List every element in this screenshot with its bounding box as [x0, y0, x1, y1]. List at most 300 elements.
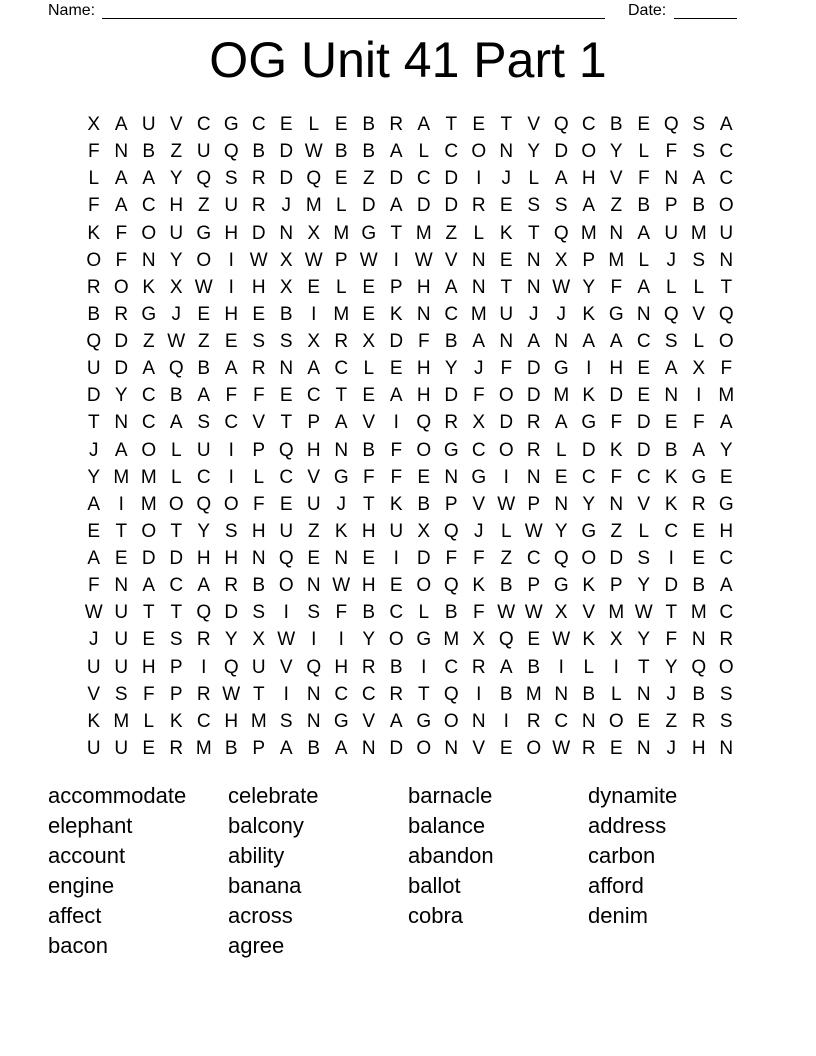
grid-letter-r16c17: W	[524, 520, 543, 542]
grid-letter-r10c20: H	[609, 358, 624, 380]
grid-letter-r16c2: T	[115, 520, 128, 542]
grid-letter-r16c15: J	[474, 520, 484, 542]
grid-letter-r23c20: O	[608, 710, 624, 732]
grid-letter-r1c24: A	[719, 114, 733, 136]
grid-letter-r17c13: D	[416, 548, 431, 570]
grid-letter-r3c20: V	[609, 168, 623, 190]
grid-letter-r6c12: I	[393, 249, 399, 271]
grid-letter-r3c3: A	[142, 168, 156, 190]
word-list-item: across	[228, 903, 293, 928]
grid-letter-r16c6: S	[224, 520, 238, 542]
grid-letter-r21c11: R	[361, 656, 376, 678]
grid-letter-r14c23: G	[691, 466, 707, 488]
grid-letter-r12c6: C	[224, 412, 239, 434]
grid-letter-r11c19: K	[582, 385, 596, 407]
grid-letter-r9c12: D	[389, 331, 404, 353]
grid-letter-r11c16: O	[498, 385, 514, 407]
grid-letter-r6c4: Y	[169, 249, 183, 271]
grid-letter-r24c20: E	[609, 737, 623, 759]
grid-letter-r22c19: B	[582, 683, 596, 705]
grid-letter-r6c19: P	[582, 249, 596, 271]
grid-letter-r6c21: L	[638, 249, 650, 271]
grid-letter-r7c8: X	[279, 276, 293, 298]
grid-letter-r12c5: S	[197, 412, 211, 434]
grid-letter-r11c23: I	[696, 385, 702, 407]
grid-letter-r7c2: O	[113, 276, 129, 298]
grid-letter-r23c5: C	[196, 710, 211, 732]
grid-letter-r15c3: M	[140, 493, 157, 515]
grid-letter-r23c7: M	[250, 710, 267, 732]
grid-letter-r21c16: A	[499, 656, 513, 678]
grid-letter-r2c9: W	[304, 141, 323, 163]
grid-letter-r22c13: T	[417, 683, 430, 705]
grid-letter-r16c9: Z	[307, 520, 320, 542]
grid-letter-r6c14: V	[444, 249, 458, 271]
grid-letter-r11c14: D	[444, 385, 459, 407]
grid-letter-r1c12: R	[389, 114, 404, 136]
grid-letter-r17c3: D	[141, 548, 156, 570]
grid-letter-r23c11: V	[362, 710, 376, 732]
grid-letter-r20c2: U	[114, 629, 129, 651]
word-list-item: dynamite	[588, 783, 678, 808]
grid-letter-r21c21: T	[637, 656, 650, 678]
grid-letter-r10c22: A	[664, 358, 678, 380]
grid-letter-r22c22: J	[666, 683, 676, 705]
grid-letter-r16c5: Y	[197, 520, 211, 542]
grid-letter-r6c17: N	[526, 249, 541, 271]
grid-letter-r5c10: M	[333, 222, 350, 244]
grid-letter-r12c15: X	[472, 412, 486, 434]
grid-letter-r2c20: Y	[609, 141, 623, 163]
grid-letter-r4c2: A	[114, 195, 128, 217]
grid-letter-r7c12: P	[389, 276, 403, 298]
grid-letter-r15c19: Y	[582, 493, 596, 515]
grid-letter-r14c21: C	[636, 466, 651, 488]
grid-letter-r15c16: W	[497, 493, 516, 515]
grid-letter-r9c17: A	[527, 331, 541, 353]
grid-letter-r10c11: L	[363, 358, 375, 380]
grid-letter-r4c22: P	[664, 195, 678, 217]
grid-letter-r4c11: D	[361, 195, 376, 217]
grid-letter-r24c6: B	[224, 737, 238, 759]
grid-letter-r15c10: J	[336, 493, 346, 515]
grid-letter-r6c1: O	[86, 249, 102, 271]
grid-letter-r16c23: E	[692, 520, 706, 542]
grid-letter-r17c5: H	[196, 548, 211, 570]
grid-letter-r2c5: U	[196, 141, 211, 163]
grid-letter-r14c1: Y	[87, 466, 101, 488]
grid-letter-r16c3: O	[141, 520, 157, 542]
grid-letter-r15c11: T	[362, 493, 375, 515]
grid-letter-r22c20: L	[610, 683, 622, 705]
grid-letter-r19c1: W	[84, 602, 103, 624]
grid-letter-r12c8: T	[280, 412, 293, 434]
grid-letter-r21c15: R	[471, 656, 486, 678]
grid-letter-r3c10: E	[334, 168, 348, 190]
grid-letter-r10c19: I	[586, 358, 592, 380]
grid-letter-r14c3: M	[140, 466, 157, 488]
grid-letter-r7c1: R	[86, 276, 101, 298]
grid-letter-r12c7: V	[252, 412, 266, 434]
grid-letter-r2c14: C	[444, 141, 459, 163]
grid-letter-r14c9: V	[307, 466, 321, 488]
grid-letter-r14c14: N	[444, 466, 459, 488]
grid-letter-r14c4: L	[170, 466, 182, 488]
grid-letter-r8c7: E	[252, 303, 266, 325]
grid-letter-r24c7: P	[252, 737, 266, 759]
grid-letter-r1c11: B	[362, 114, 376, 136]
grid-letter-r18c13: O	[416, 575, 432, 597]
grid-letter-r21c13: I	[421, 656, 427, 678]
grid-letter-r18c15: K	[472, 575, 486, 597]
grid-letter-r12c9: P	[307, 412, 321, 434]
grid-letter-r4c10: L	[335, 195, 347, 217]
grid-letter-r13c19: D	[581, 439, 596, 461]
grid-letter-r7c24: T	[720, 276, 733, 298]
grid-letter-r13c13: O	[416, 439, 432, 461]
grid-letter-r23c22: Z	[665, 710, 678, 732]
grid-letter-r19c11: B	[362, 602, 376, 624]
grid-letter-r13c15: C	[471, 439, 486, 461]
grid-letter-r19c18: X	[554, 602, 568, 624]
grid-letter-r20c4: S	[169, 629, 183, 651]
grid-letter-r15c5: Q	[196, 493, 212, 515]
grid-letter-r15c24: G	[718, 493, 734, 515]
grid-letter-r7c18: W	[552, 276, 571, 298]
grid-letter-r9c21: C	[636, 331, 651, 353]
grid-letter-r12c23: F	[692, 412, 705, 434]
grid-letter-r15c22: K	[664, 493, 678, 515]
grid-letter-r22c23: B	[692, 683, 706, 705]
grid-letter-r24c4: R	[169, 737, 184, 759]
grid-letter-r1c6: G	[223, 114, 239, 136]
grid-letter-r2c3: B	[142, 141, 156, 163]
grid-letter-r21c3: H	[141, 656, 156, 678]
grid-letter-r7c19: Y	[582, 276, 596, 298]
grid-letter-r18c17: P	[527, 575, 541, 597]
grid-letter-r11c3: C	[141, 385, 156, 407]
grid-letter-r6c18: X	[554, 249, 568, 271]
grid-letter-r6c22: J	[666, 249, 676, 271]
grid-letter-r12c21: D	[636, 412, 651, 434]
grid-letter-r8c23: V	[692, 303, 706, 325]
grid-letter-r16c14: Q	[443, 520, 459, 542]
grid-letter-r14c5: C	[196, 466, 211, 488]
grid-letter-r4c17: S	[527, 195, 541, 217]
grid-letter-r8c9: I	[311, 303, 317, 325]
grid-letter-r14c6: I	[228, 466, 234, 488]
grid-letter-r10c9: A	[307, 358, 321, 380]
grid-letter-r2c10: B	[334, 141, 348, 163]
grid-letter-r3c23: A	[692, 168, 706, 190]
grid-letter-r6c5: O	[196, 249, 212, 271]
grid-letter-r17c23: E	[692, 548, 706, 570]
grid-letter-r1c9: L	[308, 114, 320, 136]
grid-letter-r5c8: N	[279, 222, 294, 244]
grid-letter-r5c15: L	[473, 222, 485, 244]
grid-letter-r11c13: H	[416, 385, 431, 407]
grid-letter-r2c2: N	[114, 141, 129, 163]
grid-letter-r8c16: U	[499, 303, 514, 325]
grid-letter-r15c17: P	[527, 493, 541, 515]
grid-letter-r9c8: S	[279, 331, 293, 353]
grid-letter-r3c19: H	[581, 168, 596, 190]
grid-letter-r23c10: G	[333, 710, 349, 732]
grid-letter-r20c20: X	[609, 629, 623, 651]
grid-letter-r5c14: Z	[445, 222, 458, 244]
grid-letter-r21c4: P	[169, 656, 183, 678]
grid-letter-r15c13: B	[417, 493, 431, 515]
grid-letter-r12c14: R	[444, 412, 459, 434]
grid-letter-r8c4: J	[171, 303, 181, 325]
word-list-item: elephant	[48, 813, 133, 838]
grid-letter-r22c24: S	[719, 683, 733, 705]
grid-letter-r15c23: R	[691, 493, 706, 515]
grid-letter-r24c11: N	[361, 737, 376, 759]
grid-letter-r10c23: X	[692, 358, 706, 380]
grid-letter-r16c22: C	[664, 520, 679, 542]
grid-letter-r14c11: F	[362, 466, 375, 488]
grid-letter-r5c23: M	[690, 222, 707, 244]
grid-letter-r13c7: P	[252, 439, 266, 461]
grid-letter-r8c20: G	[608, 303, 624, 325]
grid-letter-r3c11: Z	[362, 168, 375, 190]
grid-letter-r1c1: X	[87, 114, 101, 136]
grid-letter-r5c24: U	[719, 222, 734, 244]
grid-letter-r8c10: M	[333, 303, 350, 325]
word-list-item: accommodate	[48, 783, 187, 808]
grid-letter-r19c17: W	[524, 602, 543, 624]
grid-letter-r18c3: A	[142, 575, 156, 597]
grid-letter-r4c18: S	[554, 195, 568, 217]
grid-letter-r11c5: A	[197, 385, 211, 407]
grid-letter-r4c21: B	[637, 195, 651, 217]
grid-letter-r17c11: E	[362, 548, 376, 570]
grid-letter-r19c14: B	[444, 602, 458, 624]
grid-letter-r14c19: C	[581, 466, 596, 488]
grid-letter-r4c7: R	[251, 195, 266, 217]
grid-letter-r10c18: G	[553, 358, 569, 380]
grid-letter-r8c14: C	[444, 303, 459, 325]
grid-letter-r9c3: Z	[142, 331, 155, 353]
grid-letter-r15c18: N	[554, 493, 569, 515]
grid-letter-r2c21: L	[638, 141, 650, 163]
grid-letter-r1c19: C	[581, 114, 596, 136]
grid-letter-r16c24: H	[719, 520, 734, 542]
grid-letter-r14c20: F	[610, 466, 623, 488]
grid-letter-r3c9: Q	[306, 168, 322, 190]
grid-letter-r21c23: Q	[691, 656, 707, 678]
grid-letter-r8c8: B	[279, 303, 293, 325]
grid-letter-r7c10: L	[335, 276, 347, 298]
grid-letter-r3c21: F	[637, 168, 650, 190]
grid-letter-r22c5: R	[196, 683, 211, 705]
grid-letter-r2c23: S	[692, 141, 706, 163]
grid-letter-r2c1: F	[87, 141, 100, 163]
grid-letter-r9c24: O	[718, 331, 734, 353]
grid-letter-r21c14: C	[444, 656, 459, 678]
grid-letter-r14c15: G	[471, 466, 487, 488]
grid-letter-r23c3: L	[143, 710, 155, 732]
date-fill-in-line[interactable]	[674, 0, 737, 19]
grid-letter-r17c12: I	[393, 548, 399, 570]
grid-letter-r21c1: U	[86, 656, 101, 678]
grid-letter-r20c17: E	[527, 629, 541, 651]
grid-letter-r19c4: T	[170, 602, 183, 624]
grid-letter-r23c15: N	[471, 710, 486, 732]
grid-letter-r16c4: T	[170, 520, 183, 542]
grid-letter-r13c20: K	[609, 439, 623, 461]
grid-letter-r20c14: M	[443, 629, 460, 651]
grid-letter-r7c15: N	[471, 276, 486, 298]
grid-letter-r20c10: I	[338, 629, 344, 651]
grid-letter-r10c3: A	[142, 358, 156, 380]
grid-letter-r6c23: S	[692, 249, 706, 271]
grid-letter-r18c8: O	[278, 575, 294, 597]
grid-letter-r24c22: J	[666, 737, 676, 759]
grid-letter-r6c20: M	[608, 249, 625, 271]
grid-letter-r20c11: Y	[362, 629, 376, 651]
grid-letter-r2c12: A	[389, 141, 403, 163]
grid-letter-r3c6: S	[224, 168, 238, 190]
grid-letter-r10c6: A	[224, 358, 238, 380]
grid-letter-r2c11: B	[362, 141, 376, 163]
grid-letter-r16c21: L	[638, 520, 650, 542]
grid-letter-r1c3: U	[141, 114, 156, 136]
grid-letter-r11c1: D	[86, 385, 101, 407]
grid-letter-r20c15: X	[472, 629, 486, 651]
word-list-item: affect	[48, 903, 102, 928]
grid-letter-r3c22: N	[664, 168, 679, 190]
grid-letter-r8c24: Q	[718, 303, 734, 325]
grid-letter-r5c9: X	[307, 222, 321, 244]
grid-letter-r9c6: E	[224, 331, 238, 353]
grid-letter-r21c10: H	[334, 656, 349, 678]
grid-letter-r13c12: F	[390, 439, 403, 461]
grid-letter-r24c14: N	[444, 737, 459, 759]
grid-letter-r7c6: I	[228, 276, 234, 298]
grid-letter-r2c17: Y	[527, 141, 541, 163]
grid-letter-r18c2: N	[114, 575, 129, 597]
grid-letter-r7c22: L	[665, 276, 677, 298]
grid-letter-r2c15: O	[471, 141, 487, 163]
grid-letter-r11c4: B	[169, 385, 183, 407]
grid-letter-r22c9: N	[306, 683, 321, 705]
grid-letter-r20c16: Q	[498, 629, 514, 651]
grid-letter-r16c11: H	[361, 520, 376, 542]
grid-letter-r14c7: L	[253, 466, 265, 488]
grid-letter-r5c22: U	[664, 222, 679, 244]
grid-letter-r4c16: E	[499, 195, 513, 217]
grid-letter-r11c12: A	[389, 385, 403, 407]
grid-letter-r24c8: A	[279, 737, 293, 759]
grid-letter-r18c16: B	[499, 575, 513, 597]
grid-letter-r9c7: S	[252, 331, 266, 353]
grid-letter-r9c5: Z	[197, 331, 210, 353]
grid-letter-r20c13: G	[416, 629, 432, 651]
grid-letter-r9c23: L	[693, 331, 705, 353]
grid-letter-r11c15: F	[472, 385, 485, 407]
grid-letter-r9c16: N	[499, 331, 514, 353]
grid-letter-r1c17: V	[527, 114, 541, 136]
grid-letter-r19c21: W	[634, 602, 653, 624]
grid-letter-r6c8: X	[279, 249, 293, 271]
grid-letter-r22c15: I	[476, 683, 482, 705]
word-list-item: bacon	[48, 933, 108, 958]
grid-letter-r5c21: A	[637, 222, 651, 244]
grid-letter-r15c9: U	[306, 493, 321, 515]
grid-letter-r16c1: E	[87, 520, 101, 542]
grid-letter-r4c24: O	[718, 195, 734, 217]
grid-letter-r24c10: A	[334, 737, 348, 759]
grid-letter-r21c7: U	[251, 656, 266, 678]
grid-letter-r11c24: M	[718, 385, 735, 407]
grid-letter-r21c8: V	[279, 656, 293, 678]
grid-letter-r19c9: S	[307, 602, 321, 624]
grid-letter-r12c17: R	[526, 412, 541, 434]
grid-letter-r13c8: Q	[278, 439, 294, 461]
grid-letter-r24c1: U	[86, 737, 101, 759]
grid-letter-r14c16: I	[503, 466, 509, 488]
grid-letter-r4c6: U	[224, 195, 239, 217]
grid-letter-r3c14: D	[444, 168, 459, 190]
grid-letter-r16c7: H	[251, 520, 266, 542]
word-list-item: cobra	[408, 903, 464, 928]
grid-letter-r9c22: S	[664, 331, 678, 353]
grid-letter-r15c14: P	[444, 493, 458, 515]
grid-letter-r18c11: H	[361, 575, 376, 597]
name-fill-in-line[interactable]	[102, 0, 605, 19]
grid-letter-r11c2: Y	[114, 385, 128, 407]
grid-letter-r19c22: T	[665, 602, 678, 624]
grid-letter-r24c9: B	[307, 737, 321, 759]
grid-letter-r13c1: J	[89, 439, 99, 461]
grid-letter-r20c7: X	[252, 629, 266, 651]
grid-letter-r10c1: U	[86, 358, 101, 380]
grid-letter-r14c13: E	[417, 466, 431, 488]
word-list-item: banana	[228, 873, 302, 898]
grid-letter-r12c3: C	[141, 412, 156, 434]
grid-letter-r9c18: N	[554, 331, 569, 353]
grid-letter-r23c8: S	[279, 710, 293, 732]
word-list-item: barnacle	[408, 783, 493, 808]
grid-letter-r21c2: U	[114, 656, 129, 678]
grid-letter-r24c13: O	[416, 737, 432, 759]
word-list-item: address	[588, 813, 667, 838]
grid-letter-r2c6: Q	[223, 141, 239, 163]
grid-letter-r7c13: H	[416, 276, 431, 298]
grid-letter-r19c13: L	[418, 602, 430, 624]
grid-letter-r20c5: R	[196, 629, 211, 651]
grid-letter-r2c18: D	[554, 141, 569, 163]
grid-letter-r17c24: C	[719, 548, 734, 570]
grid-letter-r23c14: O	[443, 710, 459, 732]
grid-letter-r17c7: N	[251, 548, 266, 570]
grid-letter-r13c4: L	[170, 439, 182, 461]
grid-letter-r22c1: V	[87, 683, 101, 705]
grid-letter-r12c16: D	[499, 412, 514, 434]
grid-letter-r1c23: S	[692, 114, 706, 136]
grid-letter-r17c6: H	[224, 548, 239, 570]
grid-letter-r15c20: N	[609, 493, 624, 515]
grid-letter-r18c14: Q	[443, 575, 459, 597]
grid-letter-r7c16: T	[500, 276, 513, 298]
grid-letter-r6c7: W	[249, 249, 268, 271]
grid-letter-r24c17: O	[526, 737, 542, 759]
grid-letter-r22c12: R	[389, 683, 404, 705]
grid-letter-r15c4: O	[168, 493, 184, 515]
grid-letter-r8c2: R	[114, 303, 129, 325]
